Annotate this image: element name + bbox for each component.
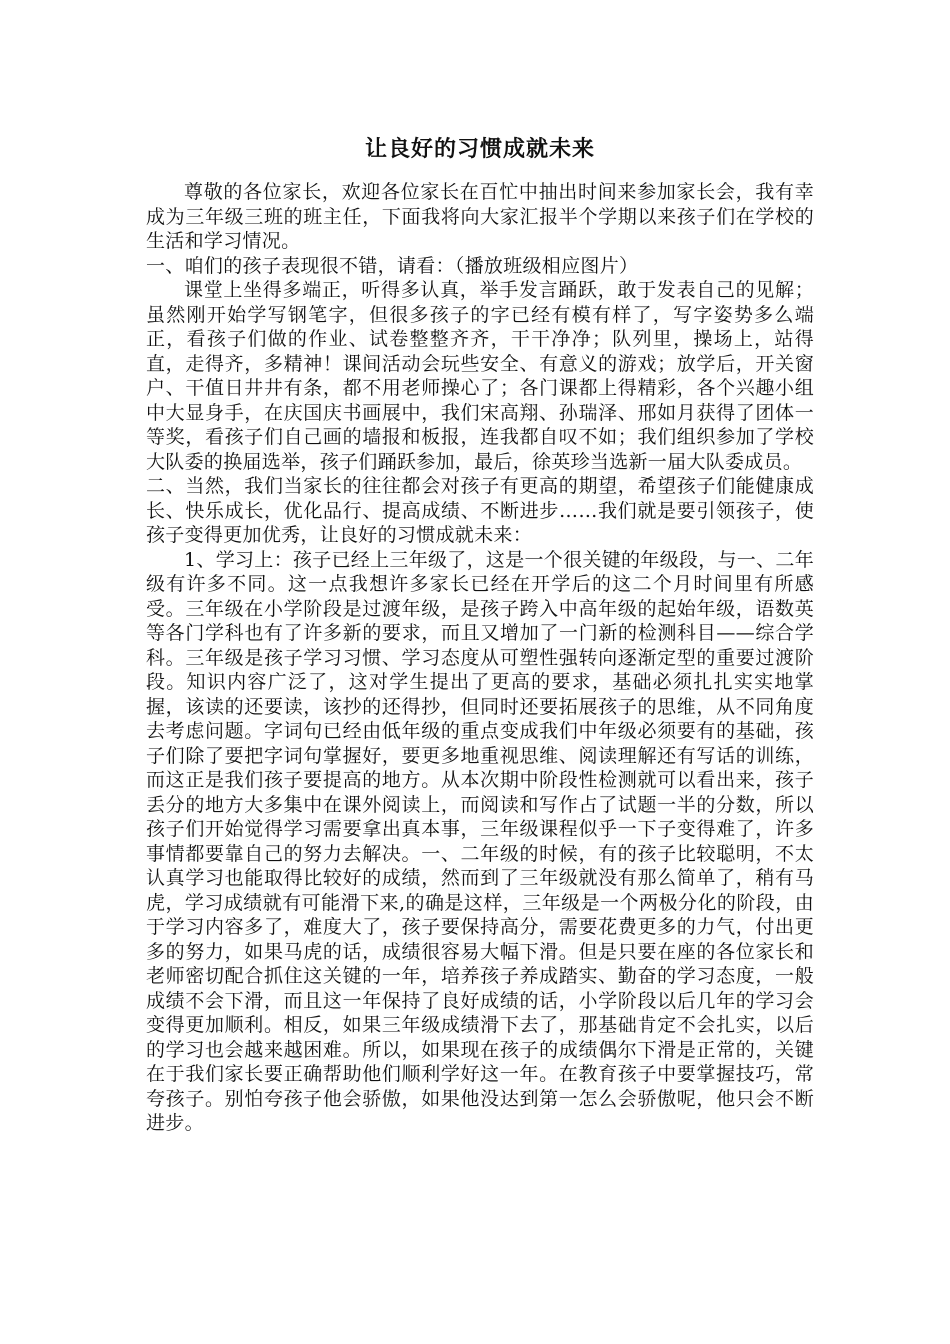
paragraph-section-two-heading: 二、当然，我们当家长的往往都会对孩子有更高的期望，希望孩子们能健康成长、快乐成长，优化品行、提高成绩、不断进步……我们就是要引领孩子，使孩子变得更加优秀，让良好的习惯成就未来： [146, 475, 814, 546]
document-title: 让良好的习惯成就未来 [364, 137, 595, 162]
paragraph-section-one-heading: 一、咱们的孩子表现很不错，请看：（播放班级相应图片） [146, 254, 639, 277]
paragraph-study: 1、学习上：孩子已经上三年级了，这是一个很关键的年级段，与一、二年级有许多不同。这一点我想许多家长已经在开学后的这二个月时间里有所感受。三年级在小学阶段是过渡年级，是孩子跨入中高年级的起始年级，语数英等各门学科也有了许多新的要求，而且又增加了一门新的检测科目——综合学科。三年级是孩子学习习惯、学习态度从可塑性强转向逐渐定型的重要过渡阶段。知识内容广泛了，这对学生提出了更高的要求，基础必须扎扎实实地掌握，该读的还要读，该抄的还得抄，但同时还要拓展孩子的思维，从不同角度去考虑问题。字词句已经由低年级的重点变成我们中年级必须要有的基础，孩子们除了要把字词句掌握好，要更多地重视思维、阅读理解还有写话的训练，而这正是我们孩子要提高的地方。从本次期中阶段性检测就可以看出来，孩子丢分的地方大多集中在课外阅读上，而阅读和写作占了试题一半的分数，所以孩子们开始觉得学习需要拿出真本事，三年级课程似乎一下子变得难了，许多事情都要靠自己的努力去解决。一、二年级的时候，有的孩子比较聪明，不太认真学习也能取得比较好的成绩，然而到了三年级就没有那么简单了，稍有马虎，学习成绩就有可能滑下来,的确是这样，三年级是一个两极分化的阶段，由于学习内容多了，难度大了，孩子要保持高分，需要花费更多的力气，付出更多的努力，如果马虎的话，成绩很容易大幅下滑。但是只要在座的各位家长和老师密切配合抓住这关键的一年，培养孩子养成踏实、勤奋的学习态度，一般成绩不会下滑，而且这一年保持了良好成绩的话，小学阶段以后几年的学习会变得更加顺利。相反，如果三年级成绩滑下去了，那基础肯定不会扎实，以后的学习也会越来越困难。所以，如果现在孩子的成绩偶尔下滑是正常的，关键在于我们家长要正确帮助他们顺利学好这一年。在教育孩子中要掌握技巧，常夸孩子。别怕夸孩子他会骄傲，如果他没达到第一怎么会骄傲呢，他只会不断进步。 [146, 548, 814, 1134]
paragraph-classroom-performance: 课堂上坐得多端正，听得多认真，举手发言踊跃，敢于发表自己的见解；虽然刚开始学写钢笔字，但很多孩子的字已经有模有样了，写字姿势多么端正，看孩子们做的作业、试卷整整齐齐，干干净净；队列里，操场上，站得直，走得齐，多精神！课间活动会玩些安全、有意义的游戏；放学后，开关窗户、干值日井井有条，都不用老师操心了；各门课都上得精彩，各个兴趣小组中大显身手，在庆国庆书画展中，我们宋高翔、孙瑞泽、邢如月获得了团体一等奖，看孩子们自己画的墙报和板报，连我都自叹不如；我们组织参加了学校大队委的换届选举，孩子们踊跃参加，最后，徐英珍当选新一届大队委成员。 [146, 279, 814, 473]
document-body [146, 128, 814, 1136]
paragraph-greeting: 尊敬的各位家长，欢迎各位家长在百忙中抽出时间来参加家长会，我有幸成为三年级三班的班主任，下面我将向大家汇报半个学期以来孩子们在学校的生活和学习情况。 [146, 181, 814, 252]
